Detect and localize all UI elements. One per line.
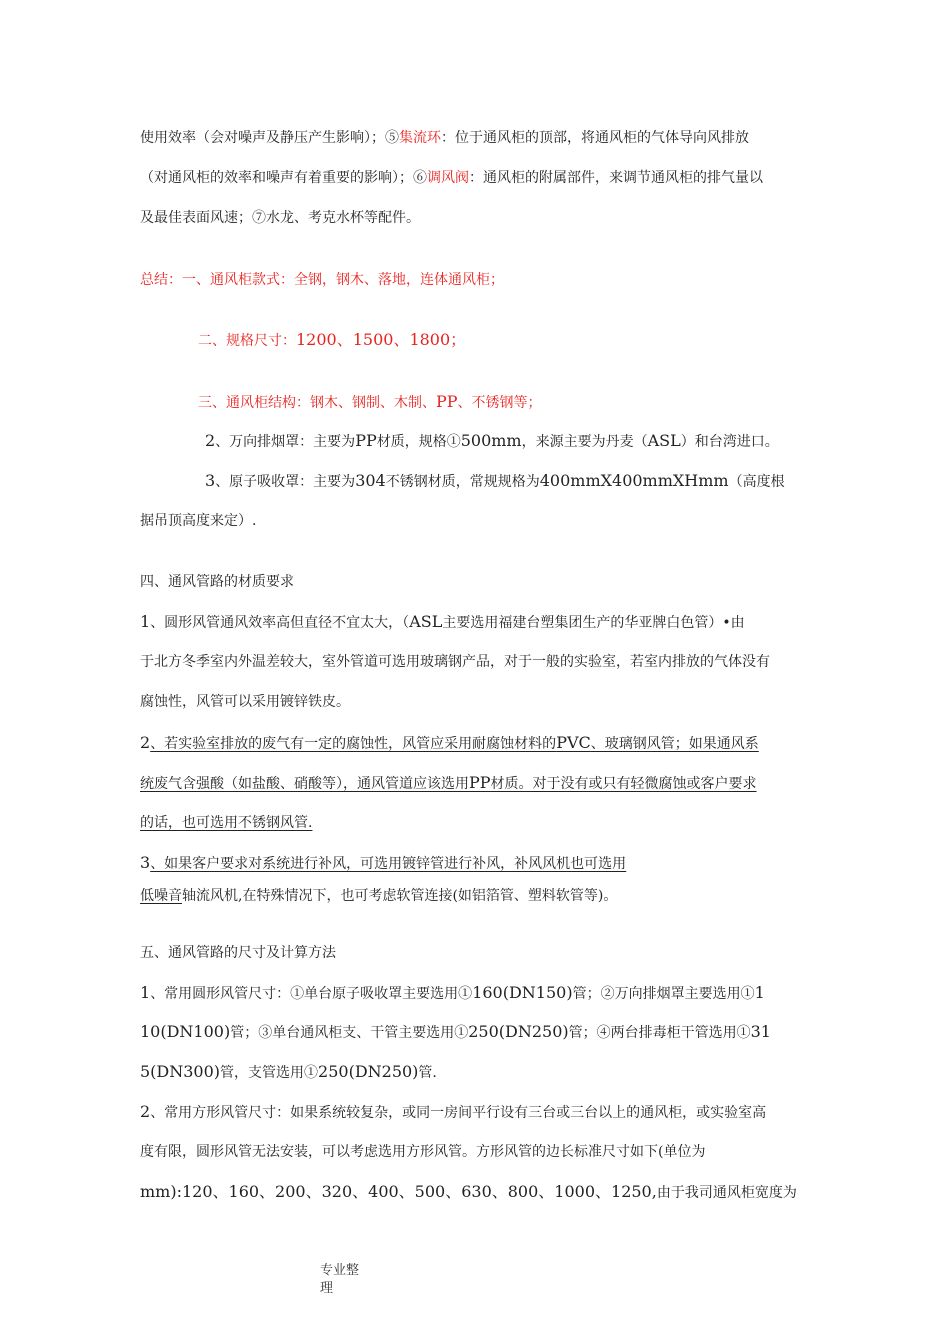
page-footer xyxy=(320,1262,359,1298)
paragraph-line: 5(DN300)管，支管选用①250(DN250)管. xyxy=(140,1062,437,1081)
paragraph-line: 2、常用方形风管尺寸：如果系统较复杂，或同一房间平行设有三台或三台以上的通风柜，或实验室高 xyxy=(140,1102,767,1121)
paragraph-line: 使用效率（会对噪声及静压产生影响）；⑤集流环：位于通风柜的顶部，将通风柜的气体导向风排放 xyxy=(140,130,749,146)
paragraph-line: （对通风柜的效率和噪声有着重要的影响）；⑥调风阀：通风柜的附属部件，来调节通风柜的排气量以 xyxy=(140,170,763,186)
paragraph-line: 2、若实验室排放的废气有一定的腐蚀性，风管应采用耐腐蚀材料的PVC、玻璃钢风管；如果通风系 xyxy=(140,733,759,752)
paragraph-line: 3、如果客户要求对系统进行补风，可选用镀锌管进行补风，补风风机也可选用 xyxy=(140,853,627,872)
summary-line: 2、万向排烟罩：主要为PP材质，规格①500mm，来源主要为丹麦（ASL）和台湾进口。 xyxy=(205,431,779,450)
paragraph-line: 1、常用圆形风管尺寸：①单台原子吸收罩主要选用①160(DN150)管；②万向排烟罩主要选用①1 xyxy=(140,983,765,1002)
footer-line: 专业整 xyxy=(320,1263,360,1278)
summary-line: 二、规格尺寸：1200、1500、1800； xyxy=(198,330,467,349)
paragraph-line: 1、圆形风管通风效率高但直径不宜太大，（ASL主要选用福建台塑集团生产的华亚牌白色管）•由 xyxy=(140,612,745,631)
paragraph-line: 统废气含强酸（如盐酸、硝酸等），通风管道应该选用PP材质。对于没有或只有轻微腐蚀或客户要求 xyxy=(140,773,757,792)
section-heading: 四、通风管路的材质要求 xyxy=(140,574,294,590)
paragraph-line: 度有限，圆形风管无法安装，可以考虑选用方形风管。方形风管的边长标准尺寸如下(单位为 xyxy=(140,1144,706,1160)
summary-line: 据吊顶高度来定）. xyxy=(140,513,257,529)
paragraph-line: 低噪音轴流风机,在特殊情况下，也可考虑软管连接(如铝箔管、塑料软管等)。 xyxy=(140,888,618,904)
paragraph-line: 及最佳表面风速；⑦水龙、考克水杯等配件。 xyxy=(140,210,420,226)
paragraph-line: 于北方冬季室内外温差较大，室外管道可选用玻璃钢产品，对于一般的实验室，若室内排放的气体没有 xyxy=(140,654,770,670)
paragraph-line: 10(DN100)管；③单台通风柜支、干管主要选用①250(DN250)管；④两台排毒柜干管选用①31 xyxy=(140,1022,771,1041)
paragraph-line: 的话，也可选用不锈钢风管. xyxy=(140,815,313,831)
term-highlight: 调风阀 xyxy=(427,170,469,186)
summary-line: 总结：一、通风柜款式：全钢，钢木、落地，连体通风柜； xyxy=(140,272,504,288)
paragraph-line: mm):120、160、200、320、400、500、630、800、1000、1250,由于我司通风柜宽度为 xyxy=(140,1182,797,1201)
term-highlight: 集流环 xyxy=(399,130,441,146)
footer-line: 理 xyxy=(320,1281,334,1296)
section-heading: 五、通风管路的尺寸及计算方法 xyxy=(140,945,336,961)
summary-line: 3、原子吸收罩：主要为304不锈钢材质，常规规格为400mmX400mmXHmm（高度根 xyxy=(205,471,785,490)
paragraph-line: 腐蚀性，风管可以采用镀锌铁皮。 xyxy=(140,694,350,710)
summary-line: 三、通风柜结构：钢木、钢制、木制、PP、不锈钢等； xyxy=(198,392,542,411)
